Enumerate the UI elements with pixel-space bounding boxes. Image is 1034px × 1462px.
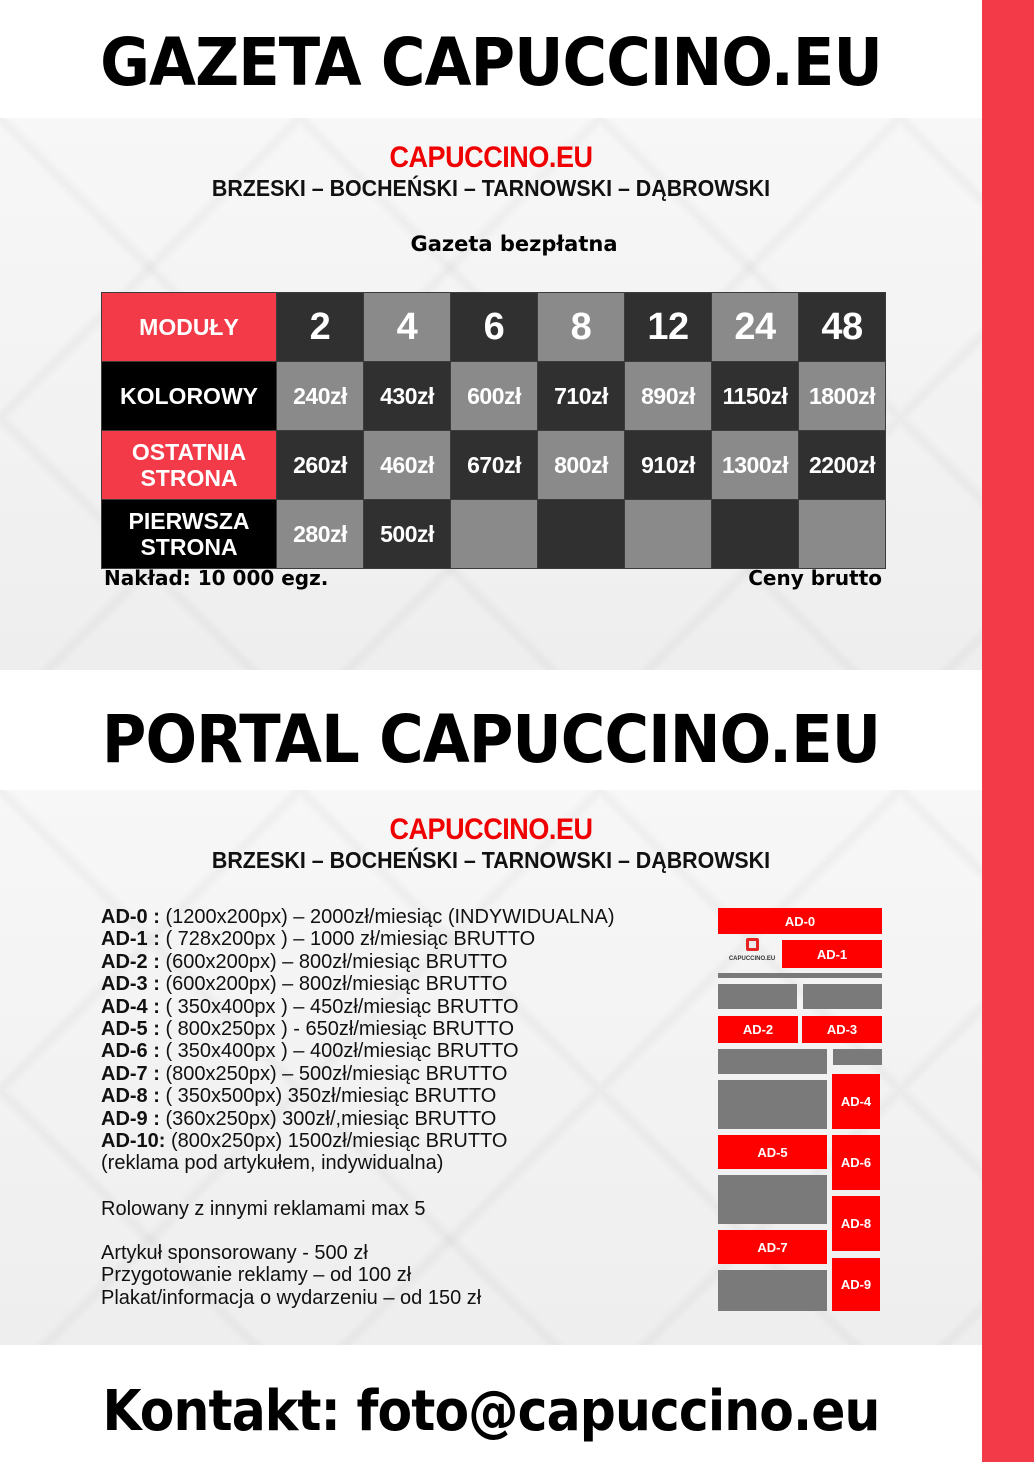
ad-code: AD-10: xyxy=(101,1130,166,1153)
ad-slot-8: AD-8 xyxy=(832,1196,880,1251)
ad-slot-6: AD-6 xyxy=(832,1135,880,1190)
ad-code: AD-7 : xyxy=(101,1062,160,1085)
portal-panel xyxy=(0,790,982,1345)
price-cell xyxy=(451,500,538,569)
ad-code: AD-8 : xyxy=(101,1085,160,1108)
ad-item xyxy=(101,1108,615,1130)
price-cell xyxy=(712,500,799,569)
rotation-note: Rolowany z innymi reklamami max 5 xyxy=(101,1198,426,1220)
row-label: OSTATNIA STRONA xyxy=(102,431,277,500)
table-row xyxy=(102,500,886,569)
module-count: 48 xyxy=(799,293,886,362)
price-cell: 1150zł xyxy=(712,362,799,431)
ad-layout-mockup xyxy=(716,906,882,1311)
ad-item xyxy=(101,1085,615,1107)
ad-code: AD-9 : xyxy=(101,1107,160,1130)
row-label: KOLOROWY xyxy=(102,362,277,431)
site-logo xyxy=(724,938,780,966)
gazeta-panel xyxy=(0,118,982,670)
price-cell xyxy=(799,500,886,569)
ad-code: AD-2 : xyxy=(101,950,160,973)
portal-title: PORTAL CAPUCCINO.EU xyxy=(101,701,881,778)
price-cell: 2200zł xyxy=(799,431,886,500)
ad-desc: (1200x200px) – 2000zł/miesiąc (INDYWIDUALNA) xyxy=(159,906,615,928)
ad-code: AD-0 : xyxy=(101,906,160,928)
ad-price-list xyxy=(101,906,615,1175)
ad-slot-2: AD-2 xyxy=(718,1016,798,1043)
ad-slot-1: AD-1 xyxy=(782,940,882,968)
content-placeholder xyxy=(718,1175,827,1224)
ad-desc: ( 800x250px ) - 650zł/miesiąc BRUTTO xyxy=(159,1018,515,1041)
ad-item xyxy=(101,1130,615,1152)
price-cell xyxy=(625,500,712,569)
ad-item xyxy=(101,951,615,973)
content-placeholder xyxy=(718,984,797,1009)
ad-slot-4: AD-4 xyxy=(832,1074,880,1129)
ad-slot-7: AD-7 xyxy=(718,1230,827,1264)
ad-desc: (800x250px) – 500zł/miesiąc BRUTTO xyxy=(159,1062,508,1085)
gazeta-title: GAZETA CAPUCCINO.EU xyxy=(100,24,882,101)
price-cell: 890zł xyxy=(625,362,712,431)
price-cell: 600zł xyxy=(451,362,538,431)
module-count: 2 xyxy=(277,293,364,362)
ad-item xyxy=(101,1040,615,1062)
ad-slot-3: AD-3 xyxy=(802,1016,882,1043)
price-cell: 500zł xyxy=(364,500,451,569)
price-cell: 710zł xyxy=(538,362,625,431)
ad-desc: ( 350x400px ) – 400zł/miesiąc BRUTTO xyxy=(159,1040,519,1063)
price-cell xyxy=(538,500,625,569)
price-cell: 430zł xyxy=(364,362,451,431)
brand-name: CAPUCCINO.EU xyxy=(389,141,593,174)
logo-text: CAPUCCINO.EU xyxy=(728,956,776,962)
gross-price-note: Ceny brutto xyxy=(748,566,882,590)
row-label: PIERWSZA STRONA xyxy=(102,500,277,569)
price-cell: 1800zł xyxy=(799,362,886,431)
table-row xyxy=(102,431,886,500)
ad-desc: (600x200px) – 800zł/miesiąc BRUTTO xyxy=(159,973,508,996)
content-placeholder xyxy=(718,1080,827,1129)
contact-email: Kontakt: foto@capuccino.eu xyxy=(102,1379,880,1444)
price-table xyxy=(101,292,886,569)
ad-code: AD-1 : xyxy=(101,928,160,951)
extra-service-item: Artykuł sponsorowany - 500 zł xyxy=(101,1242,368,1264)
ad-desc: ( 350x400px ) – 450zł/miesiąc BRUTTO xyxy=(159,995,519,1018)
ad-desc: (360x250px) 300zł/,miesiąc BRUTTO xyxy=(159,1107,497,1130)
modules-header: MODUŁY xyxy=(102,293,277,362)
module-count: 24 xyxy=(712,293,799,362)
brand-name: CAPUCCINO.EU xyxy=(389,813,593,846)
module-count: 6 xyxy=(451,293,538,362)
price-cell: 240zł xyxy=(277,362,364,431)
content-placeholder xyxy=(803,984,882,1009)
circulation-note: Nakład: 10 000 egz. xyxy=(104,566,329,590)
ad-code: AD-6 : xyxy=(101,1040,160,1063)
ad-item xyxy=(101,996,615,1018)
nav-bar-placeholder xyxy=(718,973,882,978)
ad-code: AD-3 : xyxy=(101,973,160,996)
module-count: 4 xyxy=(364,293,451,362)
ad-desc: (800x250px) 1500zł/miesiąc BRUTTO xyxy=(165,1130,508,1153)
portal-brand xyxy=(0,814,982,874)
table-row xyxy=(102,362,886,431)
ad-item xyxy=(101,1018,615,1040)
ad10-note: (reklama pod artykułem, indywidualna) xyxy=(101,1152,444,1175)
ad-code: AD-5 : xyxy=(101,1018,160,1041)
ad-desc: ( 350x500px) 350zł/miesiąc BRUTTO xyxy=(159,1085,497,1108)
price-cell: 800zł xyxy=(538,431,625,500)
content-placeholder xyxy=(718,1049,827,1074)
content-placeholder xyxy=(833,1049,882,1065)
logo-icon xyxy=(746,938,759,951)
price-cell: 670zł xyxy=(451,431,538,500)
free-newspaper-label: Gazeta bezpłatna xyxy=(410,232,618,256)
extra-services xyxy=(101,1242,481,1309)
price-cell: 460zł xyxy=(364,431,451,500)
content-placeholder xyxy=(718,1270,827,1311)
module-count: 8 xyxy=(538,293,625,362)
table-header-row xyxy=(102,293,886,362)
gazeta-brand xyxy=(0,142,982,202)
ad-item xyxy=(101,973,615,995)
module-count: 12 xyxy=(625,293,712,362)
brand-regions: BRZESKI – BOCHEŃSKI – TARNOWSKI – DĄBROWSKI xyxy=(211,847,771,873)
ad-item xyxy=(101,1063,615,1085)
ad-slot-9: AD-9 xyxy=(832,1258,880,1311)
ad-code: AD-4 : xyxy=(101,995,160,1018)
price-cell: 280zł xyxy=(277,500,364,569)
ad-desc: ( 728x200px ) – 1000 zł/miesiąc BRUTTO xyxy=(159,928,536,951)
ad-desc: (600x200px) – 800zł/miesiąc BRUTTO xyxy=(159,950,508,973)
price-cell: 1300zł xyxy=(712,431,799,500)
ad-item xyxy=(101,928,615,950)
extra-service-item: Przygotowanie reklamy – od 100 zł xyxy=(101,1264,412,1287)
extra-service-item: Plakat/informacja o wydarzeniu – od 150 zł xyxy=(101,1286,482,1309)
side-accent-bar xyxy=(982,0,1034,1462)
ad-slot-5: AD-5 xyxy=(718,1135,827,1169)
price-cell: 910zł xyxy=(625,431,712,500)
brand-regions: BRZESKI – BOCHEŃSKI – TARNOWSKI – DĄBROWSKI xyxy=(211,175,771,201)
ad-slot-0: AD-0 xyxy=(718,908,882,934)
price-cell: 260zł xyxy=(277,431,364,500)
ad-item xyxy=(101,906,615,928)
